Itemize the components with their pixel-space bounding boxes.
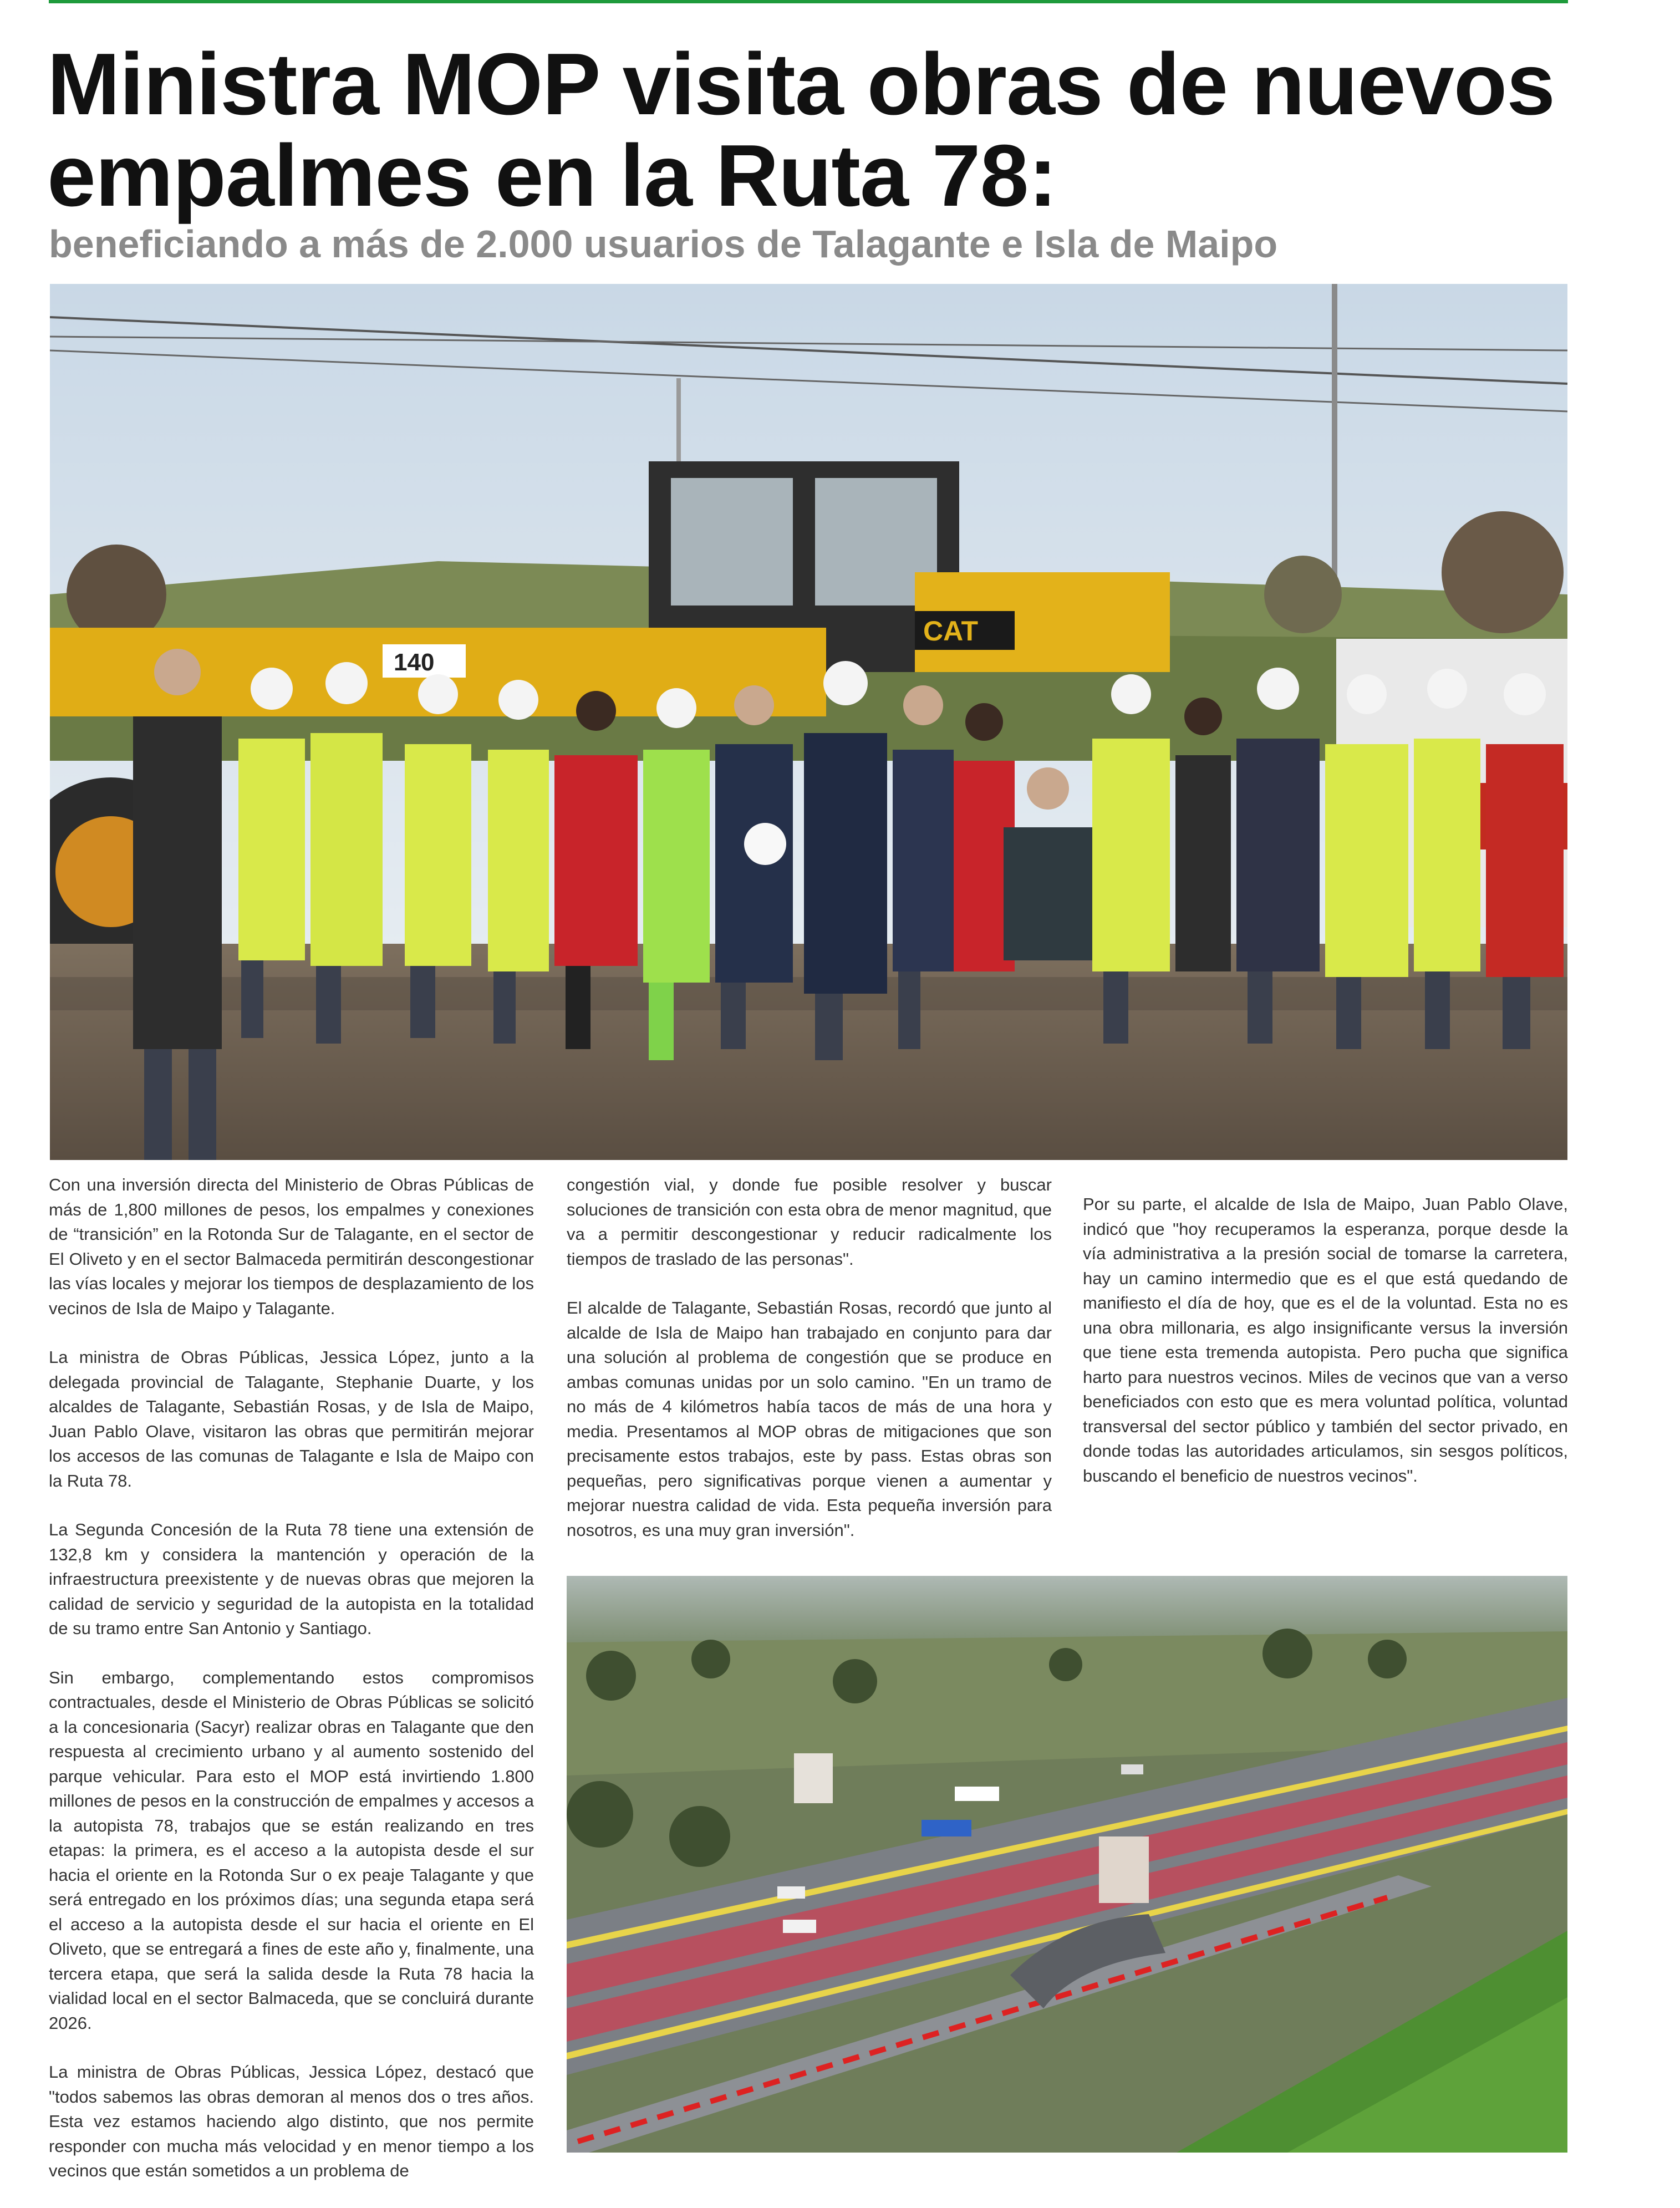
aerial-highway-photo (567, 1576, 1567, 2153)
group-photo (50, 284, 1567, 1160)
article-title: Ministra MOP visita obras de nuevos empalmes en la Ruta 78: (47, 35, 1555, 225)
machine-brand-label: CAT (923, 615, 979, 647)
machine-model-label: 140 (394, 649, 435, 676)
paragraph: Por su parte, el alcalde de Isla de Maipo, Juan Pablo Olave, indicó que "hoy recuperamos la esperanza, porque desde la vía administrativa a la presión social de tomarse la carretera, hay un camino intermedio que es el que está quedando de manifiesto el día de hoy, que es el de la voluntad. Esta no es una obra millonaria, es algo insignificante versus la inversión que tiene esta tremenda autopista. Pero pucha que significa harto para nuestros vecinos. Miles de vecinos que van a verso beneficiados con esto que es mera voluntad política, voluntad transversal del sector público y también del sector privado, en donde todas las autoridades articulamos, sin sesgos políticos, buscando el beneficio de nuestros vecinos". (1083, 1194, 1568, 1485)
paragraph: La ministra de Obras Públicas, Jessica López, junto a la delegada provincial de Talagante, Stephanie Duarte, y los alcaldes de Talagante, Sebastián Rosas, y de Isla de Maipo, Juan Pablo Olave, visitaron las obras que permitirán mejorar los accesos de las comunas de Talagante e Isla de Maipo con la Ruta 78. (49, 1347, 534, 1490)
column-right (1083, 1192, 1568, 1488)
column-left (49, 1173, 534, 2184)
paragraph: congestión vial, y donde fue posible resolver y buscar soluciones de transición con esta obra de menor magnitud, que va a permitir descongestionar y reducir radicalmente los tiempos de traslado de las personas". (567, 1175, 1052, 1269)
article-subtitle: beneficiando a más de 2.000 usuarios de Talagante e Isla de Maipo (49, 222, 1278, 266)
top-accent-line (49, 0, 1568, 3)
paragraph: Con una inversión directa del Ministerio de Obras Públicas de más de 1,800 millones de pesos, los empalmes y conexiones de “transición” en la Rotonda Sur de Talagante, en el sector de El Oliveto y en el sector Balmaceda permitirán descongestionar las vías locales y mejorar los tiempos de desplazamiento de los vecinos de Isla de Maipo y Talagante. (49, 1175, 534, 1318)
paragraph: El alcalde de Talagante, Sebastián Rosas, recordó que junto al alcalde de Isla de Maipo han trabajado en conjunto para dar una solución al problema de congestión que se produce en ambas comunas unidas por un solo camino. "En un tramo de no más de 4 kilómetros había tacos de más de una hora y media. Presentamos al MOP obras de mitigaciones que son precisamente estos trabajos, este by pass. Estas obras son pequeñas, pero significativas porque vienen a aumentar y mejorar nuestra calidad de vida. Esta pequeña inversión para nosotros, es una muy gran inversión". (567, 1298, 1052, 1540)
paragraph: La Segunda Concesión de la Ruta 78 tiene una extensión de 132,8 km y considera la mantención y operación de la infraestructura preexistente y de nuevas obras que mejoren la calidad de servicio y seguridad de la autopista en la totalidad de su tramo entre San Antonio y Santiago. (49, 1520, 534, 1638)
paragraph: Sin embargo, complementando estos compromisos contractuales, desde el Ministerio de Obras Públicas se solicitó a la concesionaria (Sacyr) realizar obras en Talagante que den respuesta al crecimiento urbano y al aumento sostenido del parque vehicular. Para esto el MOP está invirtiendo 1.800 millones de pesos en la construcción de empalmes y accesos a la autopista 78, trabajos que se están realizando en tres etapas: la primera, es el acceso a la autopista desde el sur hacia el oriente en la Rotonda Sur o ex peaje Talagante y que será entregado en los próximos días; una segunda etapa será el acceso a la autopista desde el sur hacia el oriente en El Oliveto, que se entregará a fines de este año y, finalmente, una tercera etapa, que será la salida desde la Ruta 78 hacia la vialidad local en el sector Balmaceda, que se concluirá durante 2026. (49, 1667, 534, 2033)
column-middle (567, 1173, 1052, 1543)
paragraph: La ministra de Obras Públicas, Jessica López, destacó que "todos sabemos las obras demoran al menos dos o tres años. Esta vez estamos haciendo algo distinto, que nos permite responder con mucha más velocidad y en menor tiempo a los vecinos que están sometidos a un problema de (49, 2062, 534, 2180)
